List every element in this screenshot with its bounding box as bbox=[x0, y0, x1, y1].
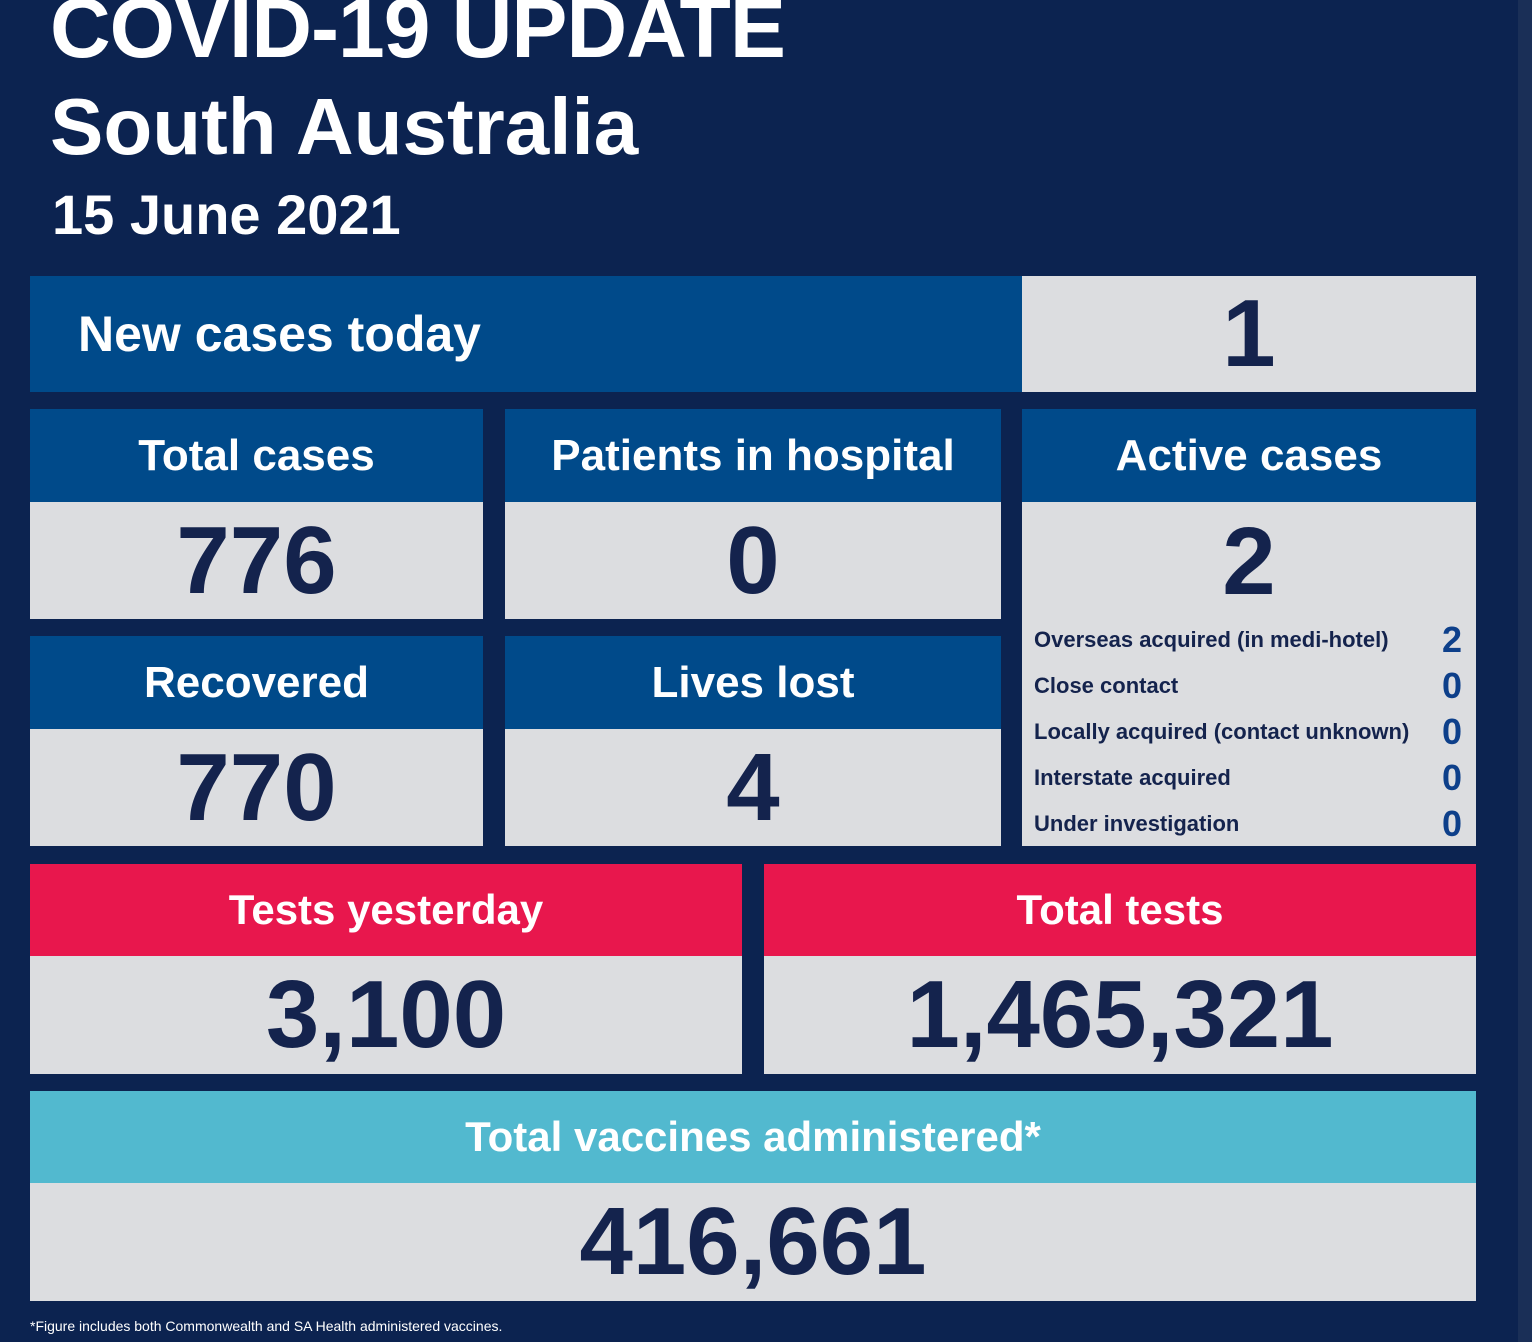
lives-lost-panel bbox=[505, 636, 1001, 846]
breakdown-row-close-contact bbox=[1034, 666, 1464, 706]
new-cases-panel bbox=[30, 276, 1022, 392]
total-tests-value: 1,465,321 bbox=[764, 956, 1476, 1074]
patients-in-hospital-label: Patients in hospital bbox=[505, 409, 1001, 502]
tests-yesterday-label: Tests yesterday bbox=[30, 864, 742, 956]
patients-in-hospital-value: 0 bbox=[505, 502, 1001, 619]
vaccines-label: Total vaccines administered* bbox=[30, 1091, 1476, 1183]
total-cases-label: Total cases bbox=[30, 409, 483, 502]
region-title: South Australia bbox=[50, 82, 639, 171]
lives-lost-value: 4 bbox=[505, 729, 1001, 846]
breakdown-label: Close contact bbox=[1034, 673, 1179, 698]
breakdown-row-overseas bbox=[1034, 620, 1464, 660]
active-cases-value: 2 bbox=[1222, 508, 1276, 615]
vaccines-panel bbox=[30, 1091, 1476, 1301]
breakdown-value: 0 bbox=[1441, 757, 1463, 798]
tests-yesterday-panel bbox=[30, 864, 742, 1074]
recovered-panel bbox=[30, 636, 483, 846]
breakdown-row-under-investigation bbox=[1034, 804, 1464, 844]
breakdown-row-locally-acquired bbox=[1034, 712, 1464, 752]
breakdown-value: 2 bbox=[1441, 619, 1463, 660]
breakdown-value: 0 bbox=[1441, 711, 1463, 752]
breakdown-label: Overseas acquired (in medi-hotel) bbox=[1034, 627, 1389, 652]
breakdown-value: 0 bbox=[1441, 803, 1463, 844]
recovered-label: Recovered bbox=[30, 636, 483, 729]
total-tests-panel bbox=[764, 864, 1476, 1074]
total-tests-label: Total tests bbox=[764, 864, 1476, 956]
new-cases-value-panel bbox=[1022, 276, 1476, 392]
breakdown-value: 0 bbox=[1441, 665, 1463, 706]
recovered-value: 770 bbox=[30, 729, 483, 846]
new-cases-label: New cases today bbox=[78, 306, 481, 362]
breakdown-label: Under investigation bbox=[1034, 811, 1240, 836]
breakdown-label: Locally acquired (contact unknown) bbox=[1034, 719, 1410, 744]
total-cases-value: 776 bbox=[30, 502, 483, 619]
page-title: COVID-19 UPDATE bbox=[50, 0, 785, 75]
tests-yesterday-value: 3,100 bbox=[30, 956, 742, 1074]
total-cases-panel bbox=[30, 409, 483, 619]
vaccines-footnote: *Figure includes both Commonwealth and SA Health administered vaccines. bbox=[30, 1318, 503, 1334]
active-cases-label: Active cases bbox=[1022, 409, 1476, 502]
lives-lost-label: Lives lost bbox=[505, 636, 1001, 729]
new-cases-value: 1 bbox=[1222, 280, 1276, 387]
patients-in-hospital-panel bbox=[505, 409, 1001, 619]
breakdown-label: Interstate acquired bbox=[1034, 765, 1231, 790]
vaccines-value: 416,661 bbox=[30, 1183, 1476, 1301]
breakdown-row-interstate bbox=[1034, 758, 1464, 798]
update-date: 15 June 2021 bbox=[52, 183, 401, 246]
right-edge-strip bbox=[1518, 0, 1532, 1342]
